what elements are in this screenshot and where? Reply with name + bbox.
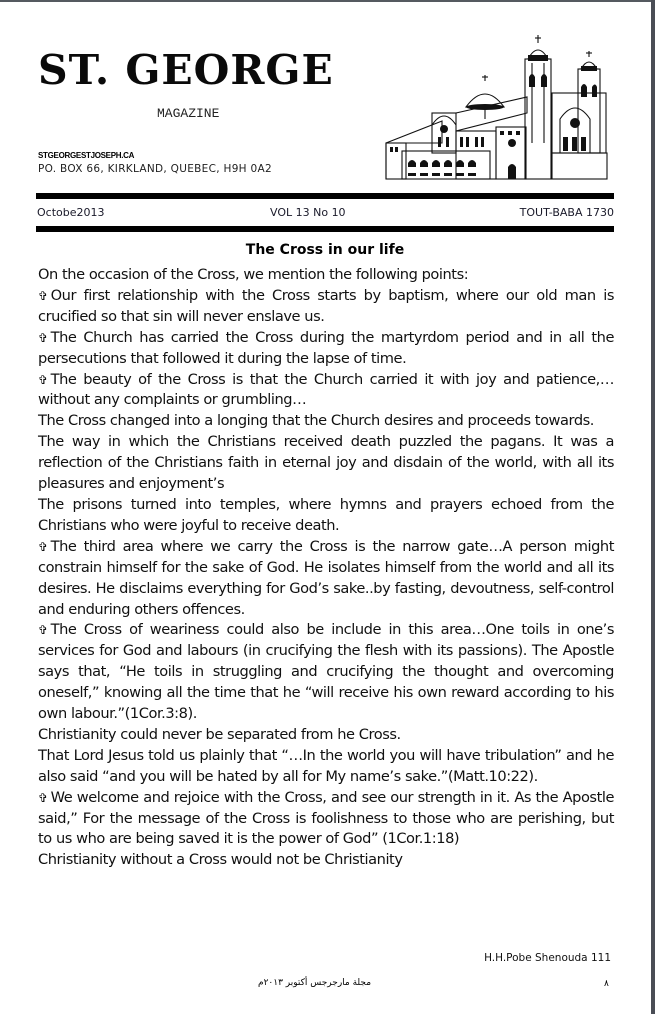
bullet-paragraph	[38, 620, 614, 725]
bullet-paragraph	[38, 537, 614, 621]
article-signature: H.H.Pobe Shenouda 111	[484, 952, 611, 964]
cross-bullet-icon: ✞	[38, 288, 48, 303]
paragraph-text: The third area where we carry the Cross is the narrow gate…A person might constrain himself for the sake of God. He isolates himself from the world and all its desires. He disclaims everything for God’s sake..by fasting, devoutness, self-control and enduring others offences.	[38, 537, 614, 618]
cross-bullet-icon: ✞	[38, 539, 48, 554]
paragraph	[38, 265, 614, 286]
page-right-border	[651, 0, 655, 1014]
paragraph-text: The Cross of weariness could also be include in this area…One toils in one’s services for God and labours (in crucifying the flesh with its passions). The Apostle says that, “He toils in struggling and crucifying the thought and overcoming oneself,” knowing all the time that he “will receive his own reward according to his own labour.”(1Cor.3:8).	[38, 621, 614, 723]
paragraph-text: The prisons turned into temples, where hymns and prayers echoed from the Christians who were joyful to receive death.	[38, 495, 614, 534]
paragraph-text: Christianity without a Cross would not be Christianity	[38, 851, 403, 869]
church-illustration-icon	[382, 33, 614, 181]
paragraph-text: That Lord Jesus told us plainly that “…In the world you will have tribulation” and he also said “and you will be hated by all for My name’s sake.”(Matt.10:22).	[38, 746, 614, 785]
paragraph-text: On the occasion of the Cross, we mention the following points:	[38, 266, 469, 283]
paragraph	[38, 850, 614, 871]
paragraph-text: The Church has carried the Cross during the martyrdom period and in all the persecutions that followed it during the lapse of time.	[38, 328, 614, 367]
bullet-paragraph	[38, 328, 614, 370]
paragraph-text: We welcome and rejoice with the Cross, and see our strength in it. As the Apostle said,” For the message of the Cross is foolishness to those who are perishing, but to us who are being saved it is the power of God” (1Cor.1:18)	[38, 788, 614, 848]
magazine-title: ST. GEORGE	[38, 46, 334, 94]
article-body	[38, 265, 614, 871]
paragraph-text: The Cross changed into a longing that the Church desires and proceeds towards.	[38, 412, 594, 430]
paragraph	[38, 746, 614, 788]
cross-bullet-icon: ✞	[38, 330, 48, 345]
bullet-paragraph	[38, 788, 614, 851]
paragraph	[38, 432, 614, 495]
magazine-subtitle: MAGAZINE	[157, 106, 220, 121]
paragraph	[38, 495, 614, 537]
postal-address: PO. BOX 66, KIRKLAND, QUEBEC, H9H 0A2	[38, 163, 272, 175]
paragraph	[38, 725, 614, 746]
footer-arabic-title: مجلة مارجرجس أكتوبر ٢٠١٣م	[258, 978, 372, 988]
issue-date: Octobe2013	[37, 206, 105, 219]
footer-page-number: ٨	[604, 979, 609, 989]
article-title: The Cross in our life	[245, 242, 405, 258]
cross-bullet-icon: ✞	[38, 372, 48, 387]
bullet-paragraph	[38, 370, 614, 412]
cross-bullet-icon: ✞	[38, 790, 48, 805]
header-divider-bottom	[36, 226, 614, 232]
paragraph-text: Our first relationship with the Cross starts by baptism, where our old man is crucified so that sin will never enslave us.	[38, 286, 614, 325]
bullet-paragraph	[38, 286, 614, 328]
paragraph-text: The beauty of the Cross is that the Church carried it with joy and patience,…without any complaints or grumbling…	[38, 370, 614, 409]
page-top-border	[0, 0, 655, 2]
issue-coptic-date: TOUT-BABA 1730	[519, 206, 614, 219]
paragraph-text: Christianity could never be separated from he Cross.	[38, 725, 401, 743]
header-divider-top	[36, 193, 614, 199]
website-link[interactable]: STGEORGESTJOSEPH.CA	[38, 151, 135, 160]
cross-bullet-icon: ✞	[38, 623, 48, 638]
paragraph-text: The way in which the Christians received death puzzled the pagans. It was a reflection of the Christians faith in eternal joy and disdain of the world, with all its pleasures and enjoyment’s	[38, 433, 614, 493]
paragraph	[38, 411, 614, 432]
issue-volume: VOL 13 No 10	[270, 206, 346, 219]
issue-info-row	[36, 206, 614, 222]
